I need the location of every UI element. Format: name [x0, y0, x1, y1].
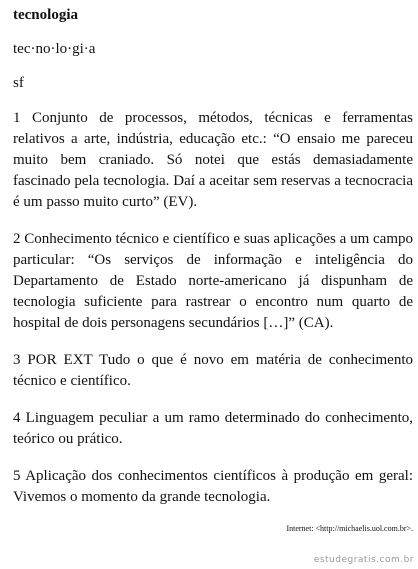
dictionary-entry — [13, 6, 413, 534]
syllable-division: tec·no·lo·gi·a — [13, 41, 96, 57]
sense-5: 5 Aplicação dos conhecimentos científicos à produção em geral: Vivemos o momento da grande tecnologia. — [13, 468, 413, 505]
sense-3: 3 POR EXT Tudo o que é novo em matéria de conhecimento técnico e científico. — [13, 352, 413, 389]
headword: tecnologia — [13, 7, 78, 23]
sense-4: 4 Linguagem peculiar a um ramo determinado do conhecimento, teórico ou prático. — [13, 410, 413, 447]
sense-1: 1 Conjunto de processos, métodos, técnicas e ferramentas relativos a arte, indústria, educação etc.: “O ensaio me pareceu muito bem craniado. Só notei que estás demasiadamente fascinado pela tecnologia. Daí a aceitar sem reservas a tecnocracia é um passo muito curto” (EV). — [13, 110, 413, 210]
senses-list — [13, 108, 413, 508]
source-citation: Internet: <http://michaelis.uol.com.br>. — [286, 524, 413, 533]
watermark: estudegratis.com.br — [313, 555, 414, 565]
part-of-speech: sf — [13, 75, 24, 91]
sense-2: 2 Conhecimento técnico e científico e suas aplicações a um campo particular: “Os serviços de informação e inteligência do Departamento de Estado norte-americano já dispunham de tecnologia suficiente para rastrear o encontro num quarto de hospital de dois personagens secundários […]” (CA). — [13, 231, 413, 331]
